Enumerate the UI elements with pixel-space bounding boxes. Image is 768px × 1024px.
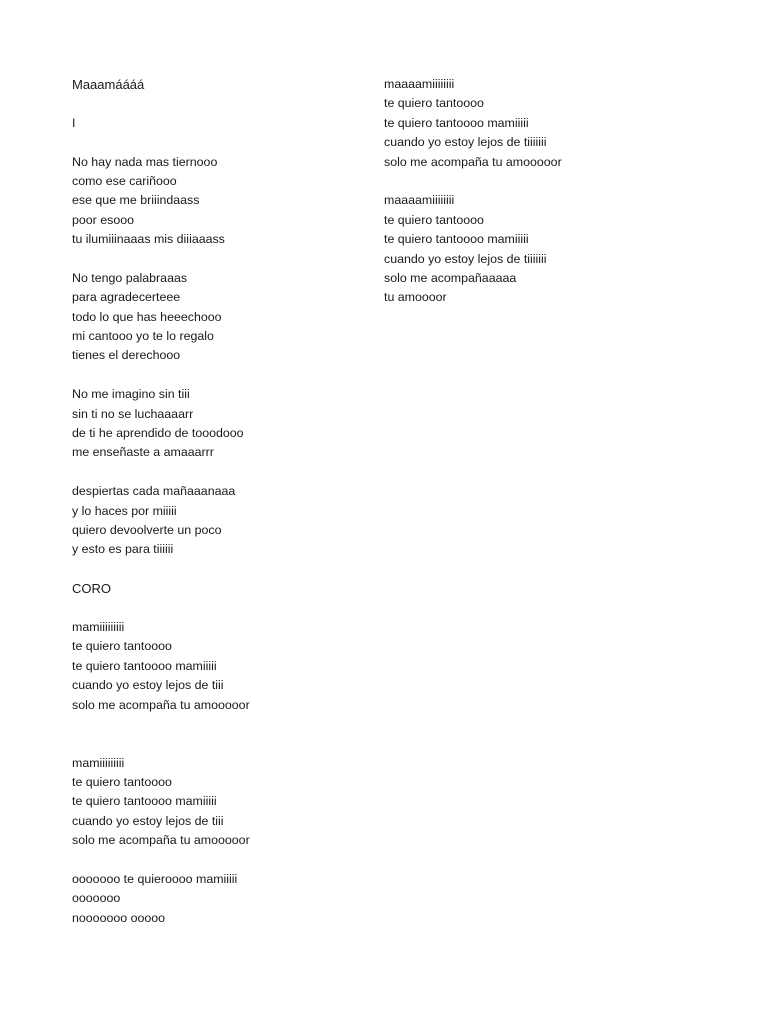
lyric-line: te quiero tantoooo <box>384 212 484 227</box>
song-title: Maaamáááá <box>72 77 145 92</box>
lyric-line: mamiiiiiiiii <box>72 755 125 770</box>
lyric-line: ese que me briiindaass <box>72 193 200 208</box>
lyric-line: despiertas cada mañaaanaaa <box>72 484 236 499</box>
blank-line <box>72 715 362 734</box>
lyric-line: te quiero tantoooo <box>72 639 172 654</box>
blank-line <box>72 463 362 482</box>
blank-line <box>72 851 362 870</box>
lyric-line: No hay nada mas tiernooo <box>72 154 218 169</box>
lyric-line: quiero devoolverte un poco <box>72 522 222 537</box>
lyric-line: te quiero tantoooo <box>384 96 484 111</box>
chorus-heading: CORO <box>72 581 111 597</box>
lyric-line: como ese cariñooo <box>72 173 177 188</box>
lyric-line: te quiero tantoooo mamiiiii <box>72 794 217 809</box>
lyric-line: te quiero tantoooo mamiiiii <box>384 115 529 130</box>
blank-line <box>72 250 362 269</box>
lyric-line: te quiero tantoooo mamiiiii <box>384 232 529 247</box>
lyric-line: cuando yo estoy lejos de tiii <box>72 678 224 693</box>
lyric-line: mi cantooo yo te lo regalo <box>72 329 214 344</box>
lyric-line: todo lo que has heeechooo <box>72 309 222 324</box>
lyric-line: tu amoooor <box>384 290 447 305</box>
blank-line <box>72 560 362 579</box>
part-marker: I <box>72 115 76 130</box>
lyric-line: maaaamiiiiiiii <box>384 193 455 208</box>
lyric-line: y esto es para tiiiiii <box>72 542 174 557</box>
lyric-line: sin ti no se luchaaaarr <box>72 406 194 421</box>
blank-line <box>72 599 362 618</box>
lyric-line: te quiero tantoooo <box>72 775 172 790</box>
lyric-line: ooooooo te quieroooo mamiiiii <box>72 872 238 887</box>
lyric-line: No me imagino sin tiii <box>72 387 190 402</box>
lyrics-left-column <box>72 75 362 928</box>
lyric-line: tienes el derechooo <box>72 348 181 363</box>
lyric-line: No tengo palabraaas <box>72 270 188 285</box>
lyric-line: cuando yo estoy lejos de tiiiiiii <box>384 251 547 266</box>
lyric-line: me enseñaste a amaaarrr <box>72 445 214 460</box>
blank-line <box>72 94 362 113</box>
lyric-line: tu ilumiiinaaas mis diiiaaass <box>72 232 225 247</box>
lyric-line: ooooooo <box>72 891 121 906</box>
lyric-line: maaaamiiiiiiii <box>384 77 455 91</box>
lyric-line: solo me acompaña tu amooooor <box>72 833 250 848</box>
lyric-line: y lo haces por miiiii <box>72 503 177 518</box>
blank-line <box>72 366 362 385</box>
lyric-line: solo me acompañaaaaa <box>384 270 517 285</box>
blank-line <box>72 133 362 152</box>
lyrics-right-column <box>384 75 684 308</box>
blank-line <box>384 172 684 191</box>
lyric-line: solo me acompaña tu amooooor <box>72 697 250 712</box>
lyric-line: solo me acompaña tu amooooor <box>384 154 562 169</box>
lyric-line: de ti he aprendido de tooodooo <box>72 426 244 441</box>
lyric-line: mamiiiiiiiii <box>72 619 125 634</box>
lyric-line: te quiero tantoooo mamiiiii <box>72 658 217 673</box>
lyric-line: poor esooo <box>72 212 135 227</box>
blank-line <box>72 734 362 753</box>
lyric-line: para agradecerteee <box>72 290 181 305</box>
lyric-line: nooooooo ooooo <box>72 910 166 925</box>
lyric-line: cuando yo estoy lejos de tiii <box>72 813 224 828</box>
lyric-line: cuando yo estoy lejos de tiiiiiii <box>384 135 547 150</box>
